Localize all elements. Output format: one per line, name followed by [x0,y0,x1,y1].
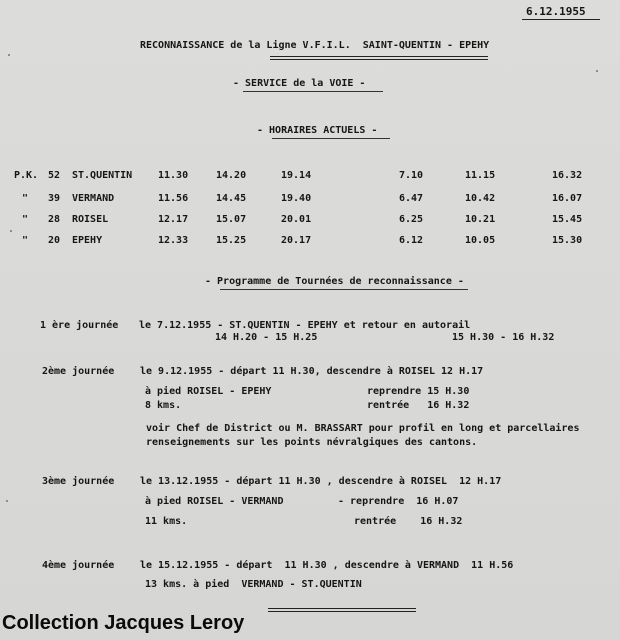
day4-label: 4ème journée [42,560,115,571]
horaires-underline [272,138,390,139]
day4-line1: le 15.12.1955 - départ 11 H.30 , descendre à VERMAND 11 H.56 [140,560,514,571]
day2-line5: renseignements sur les points névralgiques des cantons. [146,437,478,448]
time-cell: 14.20 [216,170,247,181]
time-cell: 14.45 [216,193,247,204]
time-cell: 16.07 [552,193,583,204]
scan-speck [596,70,598,72]
time-cell: 12.33 [158,235,189,246]
closing-underline [268,608,416,612]
day3-label: 3ème journée [42,476,115,487]
time-cell: 10.05 [465,235,496,246]
day2-line3a: 8 kms. [145,400,182,411]
time-cell: 10.42 [465,193,496,204]
timetable-row [0,235,620,249]
day3-line3a: 11 kms. [145,516,188,527]
pk-value: 28 [48,214,61,225]
day2-line2a: à pied ROISEL - EPEHY [145,386,272,397]
collection-credit: Collection Jacques Leroy [2,612,245,634]
pk-prefix: P.K. [14,170,39,181]
programme-underline [220,289,468,290]
service-heading: - SERVICE de la VOIE - [233,78,366,89]
day2-line2b: reprendre 15 H.30 [367,386,470,397]
scan-speck [8,54,10,56]
time-cell: 19.40 [281,193,312,204]
pk-prefix: " [22,235,29,246]
pk-prefix: " [22,193,29,204]
time-cell: 6.47 [399,193,424,204]
timetable-row [0,214,620,228]
time-cell: 20.01 [281,214,312,225]
date-underline [522,19,600,20]
time-cell: 19.14 [281,170,312,181]
time-cell: 6.12 [399,235,424,246]
time-cell: 7.10 [399,170,424,181]
time-cell: 16.32 [552,170,583,181]
time-cell: 15.30 [552,235,583,246]
time-cell: 15.45 [552,214,583,225]
timetable-row [0,170,620,184]
horaires-heading: - HORAIRES ACTUELS - [257,125,378,136]
scan-speck [6,500,8,502]
pk-value: 52 [48,170,61,181]
station-name: VERMAND [72,193,115,204]
time-cell: 15.07 [216,214,247,225]
time-cell: 11.15 [465,170,496,181]
document-date: 6.12.1955 [526,5,586,18]
programme-heading: - Programme de Tournées de reconnaissance - [205,276,464,287]
time-cell: 20.17 [281,235,312,246]
pk-prefix: " [22,214,29,225]
time-cell: 15.25 [216,235,247,246]
day2-line3b: rentrée 16 H.32 [367,400,470,411]
service-underline [243,91,383,92]
day2-line4: voir Chef de District ou M. BRASSART pour profil en long et parcellaires [146,423,580,434]
day1-line2b: 15 H.30 - 16 H.32 [452,332,555,343]
station-name: ROISEL [72,214,109,225]
day1-label: 1 ère journée [40,320,119,331]
day3-line3b: rentrée 16 H.32 [354,516,463,527]
timetable-row [0,193,620,207]
time-cell: 12.17 [158,214,189,225]
day1-line2a: 14 H.20 - 15 H.25 [215,332,318,343]
time-cell: 11.56 [158,193,189,204]
pk-value: 39 [48,193,61,204]
day1-line1: le 7.12.1955 - ST.QUENTIN - EPEHY et retour en autorail [139,320,471,331]
time-cell: 6.25 [399,214,424,225]
station-name: EPEHY [72,235,103,246]
day2-line1: le 9.12.1955 - départ 11 H.30, descendre à ROISEL 12 H.17 [140,366,484,377]
pk-value: 20 [48,235,61,246]
day3-line1: le 13.12.1955 - départ 11 H.30 , descendre à ROISEL 12 H.17 [140,476,502,487]
document-title: RECONNAISSANCE de la Ligne V.F.I.L. SAINT-QUENTIN - EPEHY [140,40,490,51]
station-name: ST.QUENTIN [72,170,133,181]
day4-line2: 13 kms. à pied VERMAND - ST.QUENTIN [145,579,362,590]
time-cell: 11.30 [158,170,189,181]
scan-speck [10,230,12,232]
title-underline [270,56,488,60]
day3-line2b: - reprendre 16 H.07 [338,496,459,507]
day3-line2a: à pied ROISEL - VERMAND [145,496,284,507]
day2-label: 2ème journée [42,366,115,377]
time-cell: 10.21 [465,214,496,225]
